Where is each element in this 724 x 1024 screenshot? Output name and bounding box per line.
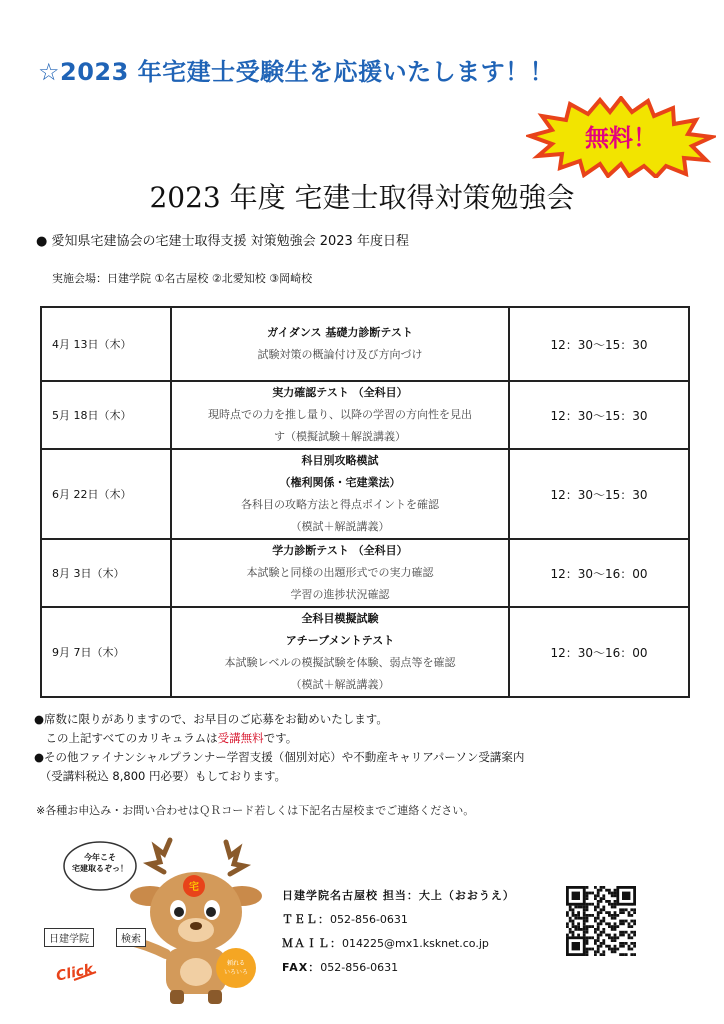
schedule-date: 5月 18日（木） bbox=[41, 381, 171, 449]
round-badge bbox=[216, 948, 256, 988]
schedule-time: 12：30〜15：30 bbox=[509, 307, 689, 381]
banner-heading: ☆2023 年宅建士受験生を応援いたします！！ bbox=[38, 58, 555, 86]
schedule-row bbox=[41, 539, 689, 607]
schedule-date: 6月 22日（木） bbox=[41, 449, 171, 539]
search-button[interactable]: 検索 bbox=[116, 928, 146, 947]
schedule-content-line: 本試験と同様の出題形式での実力確認 bbox=[246, 566, 434, 579]
nikken-search-term: 日建学院 bbox=[44, 928, 94, 947]
schedule-content bbox=[171, 381, 509, 449]
mail-label: ＭＡＩＬ： bbox=[282, 937, 342, 950]
schedule-content-line: す（模擬試験＋解説講義） bbox=[274, 430, 406, 443]
schedule-time: 12：30〜15：30 bbox=[509, 381, 689, 449]
schedule-content-line: アチーブメントテスト bbox=[285, 634, 395, 647]
schedule-time: 12：30〜15：30 bbox=[509, 449, 689, 539]
note-fee: （受講料税込 8,800 円必要）もしております。 bbox=[34, 769, 287, 783]
schedule-table bbox=[40, 306, 690, 698]
note-free-post: です。 bbox=[263, 731, 298, 745]
schedule-content-line: （模試＋解説講義） bbox=[290, 678, 390, 691]
office-name: 日建学院名古屋校 担当：大上（おおうえ） bbox=[282, 889, 515, 902]
mail-value[interactable]: 014225@mx1.ksknet.co.jp bbox=[342, 937, 489, 950]
schedule-date: 4月 13日（木） bbox=[41, 307, 171, 381]
fax-value: 052-856-0631 bbox=[320, 961, 399, 974]
schedule-date: 9月 7日（木） bbox=[41, 607, 171, 697]
note-free bbox=[34, 729, 524, 748]
subheading: ● 愛知県宅建協会の宅建士取得支援 対策勉強会 2023 年度日程 bbox=[36, 234, 409, 249]
schedule-content-line: 各科目の攻略方法と得点ポイントを確認 bbox=[241, 498, 439, 511]
free-badge-text: 無料！ bbox=[585, 124, 657, 152]
tel-value[interactable]: 052-856-0631 bbox=[330, 913, 408, 926]
schedule-content-line: 試験対策の概論付け及び方向づけ bbox=[257, 348, 423, 361]
badge-text: 頼れる いろいろ bbox=[223, 960, 248, 976]
contact-instruction: ※各種お申込み・お問い合わせはＱＲコード若しくは下記名古屋校までご連絡ください。 bbox=[36, 804, 475, 817]
schedule-row bbox=[41, 307, 689, 381]
schedule-content-line: 学習の進捗状況確認 bbox=[290, 588, 390, 601]
venue-line: 実施会場：日建学院 ①名古屋校 ②北愛知校 ③岡崎校 bbox=[52, 272, 313, 285]
schedule-content-line: 学力診断テスト （全科目） bbox=[272, 544, 408, 557]
schedule-row bbox=[41, 449, 689, 539]
page-title: 2023 年度 宅建士取得対策勉強会 bbox=[149, 181, 575, 214]
office-contact bbox=[282, 884, 515, 980]
office-fax bbox=[282, 956, 515, 980]
schedule-row bbox=[41, 381, 689, 449]
note-seats: ●席数に限りがありますので、お早目のご応募をお勧めいたします。 bbox=[34, 712, 388, 726]
schedule-date: 8月 3日（木） bbox=[41, 539, 171, 607]
tel-label: ＴＥＬ： bbox=[282, 913, 330, 926]
schedule-content bbox=[171, 307, 509, 381]
note-free-highlight: 受講無料 bbox=[217, 731, 264, 745]
schedule-content bbox=[171, 607, 509, 697]
office-mail bbox=[282, 932, 515, 956]
schedule-content-line: ガイダンス 基礎力診断テスト bbox=[267, 326, 413, 339]
schedule-content-line: 本試験レベルの模擬試験を体験、弱点等を確認 bbox=[224, 656, 456, 669]
schedule-row bbox=[41, 607, 689, 697]
svg-text:宅: 宅 bbox=[189, 882, 199, 893]
schedule-time: 12：30〜16：00 bbox=[509, 607, 689, 697]
schedule-content bbox=[171, 539, 509, 607]
note-free-pre: この上記すべてのカリキュラムは bbox=[34, 731, 218, 745]
fax-label: FAX： bbox=[282, 961, 321, 974]
schedule-content-line: 科目別攻略模試 bbox=[301, 454, 379, 467]
mascot-speech-bubble bbox=[70, 852, 130, 874]
schedule-content-line: （権利関係・宅建業法） bbox=[279, 476, 401, 489]
notes-block bbox=[34, 710, 524, 786]
schedule-time: 12：30〜16：00 bbox=[509, 539, 689, 607]
schedule-content-line: 全科目模擬試験 bbox=[301, 612, 379, 625]
office-tel bbox=[282, 908, 515, 932]
click-label: Click bbox=[54, 961, 95, 985]
schedule-content-line: （模試＋解説講義） bbox=[290, 520, 390, 533]
note-fp: ●その他ファイナンシャルプランナー学習支援（個別対応）や不動産キャリアパーソン受講案内 bbox=[34, 750, 525, 764]
qr-code-icon[interactable] bbox=[566, 886, 636, 956]
schedule-content-line: 現時点での力を推し量り、以降の学習の方向性を見出 bbox=[208, 408, 472, 421]
schedule-content-line: 実力確認テスト （全科目） bbox=[272, 386, 408, 399]
schedule-content bbox=[171, 449, 509, 539]
bubble-text: 今年こそ 宅建取るぞっ！ bbox=[72, 853, 128, 873]
